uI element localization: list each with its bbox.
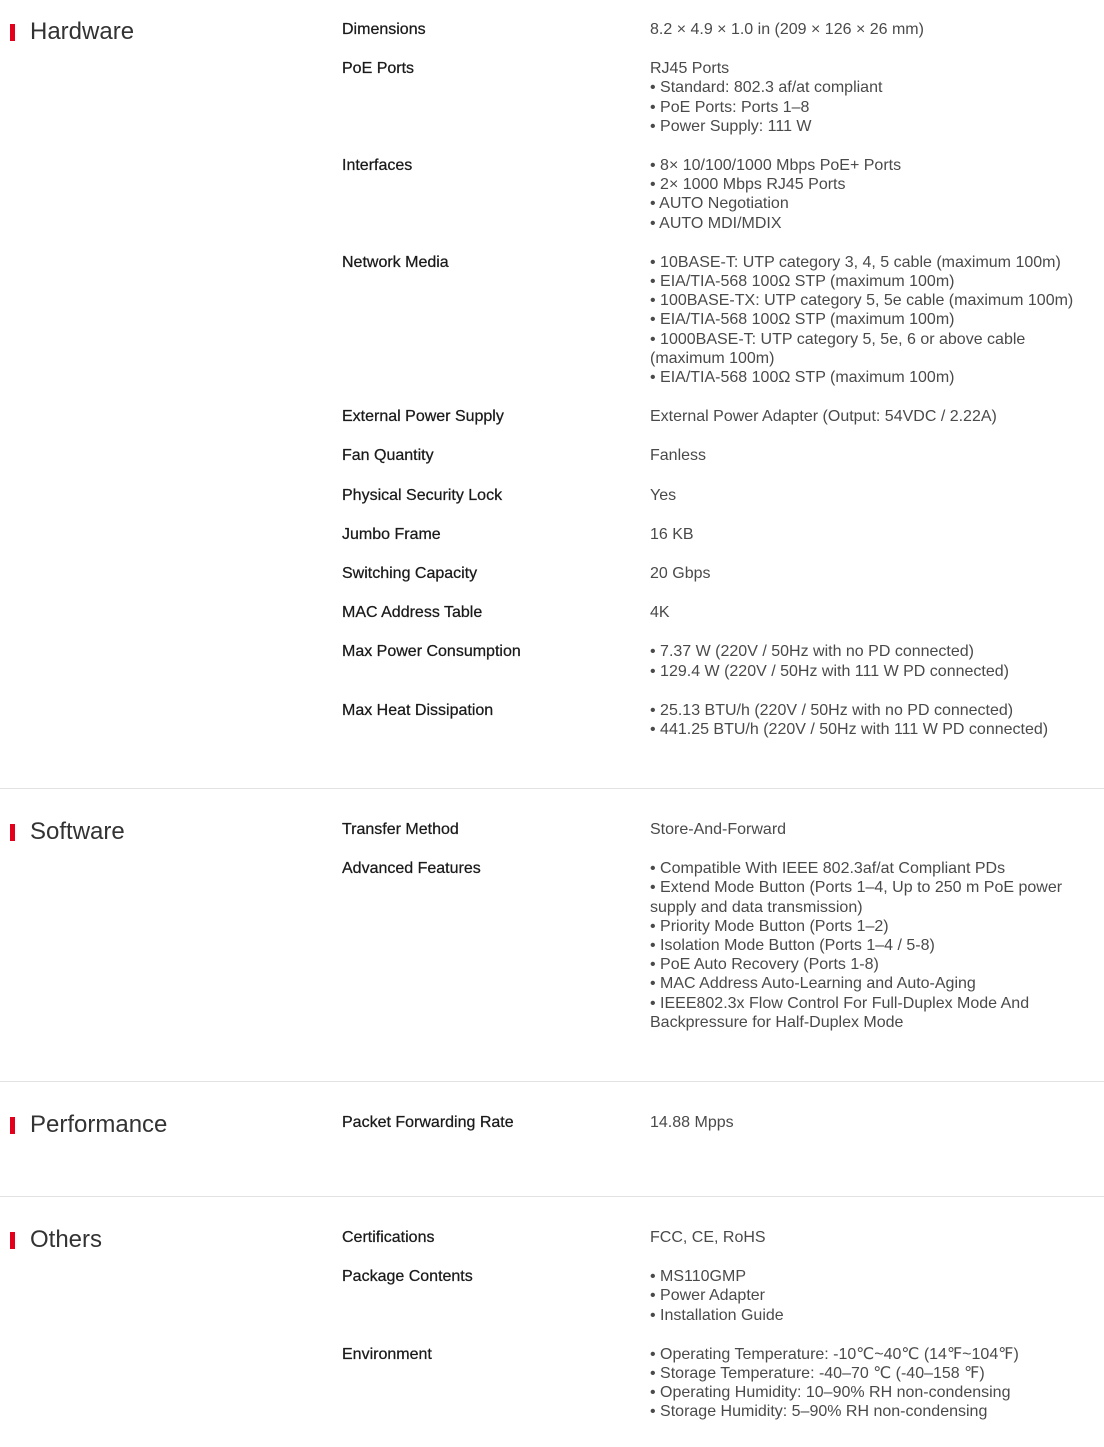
- spec-value-line: • MAC Address Auto-Learning and Auto-Aging: [650, 975, 976, 993]
- spec-label: Advanced Features: [342, 860, 481, 878]
- spec-label: Jumbo Frame: [342, 525, 441, 543]
- section-software: [0, 789, 1104, 1082]
- section-title: [10, 1226, 102, 1254]
- spec-value-line: 16 KB: [650, 525, 694, 543]
- spec-label: MAC Address Table: [342, 604, 483, 622]
- section-title-text: Performance: [30, 1111, 168, 1138]
- spec-value: [650, 253, 1082, 387]
- spec-row: [342, 642, 1082, 680]
- spec-value-line: • AUTO MDI/MDIX: [650, 214, 782, 232]
- spec-value-line: • MS110GMP: [650, 1268, 746, 1286]
- spec-value-line: Store-And-Forward: [650, 821, 787, 838]
- spec-value: [650, 603, 1082, 622]
- spec-value-line: External Power Adapter (Output: 54VDC / 2.22A): [650, 408, 997, 426]
- section-others: [0, 1197, 1104, 1447]
- section-title-text: Software: [30, 818, 125, 845]
- section-accent-bar: [10, 24, 15, 41]
- spec-row: [342, 603, 1082, 622]
- spec-row: [342, 1228, 1082, 1247]
- spec-value-line: • Power Adapter: [650, 1287, 765, 1305]
- spec-row: [342, 820, 1082, 839]
- section-title-text: Others: [30, 1226, 103, 1253]
- spec-value: [650, 701, 1082, 739]
- spec-row: [342, 525, 1082, 544]
- spec-value-line: • Priority Mode Button (Ports 1–2): [650, 917, 889, 935]
- spec-label: Interfaces: [342, 157, 413, 175]
- spec-value-line: • Storage Humidity: 5–90% RH non-condensing: [650, 1403, 988, 1421]
- spec-value-line: • AUTO Negotiation: [650, 195, 789, 213]
- spec-value-line: Yes: [650, 486, 677, 504]
- spec-value-line: • 8× 10/100/1000 Mbps PoE+ Ports: [650, 157, 902, 175]
- section-title: [10, 1111, 167, 1139]
- spec-value-line: • EIA/TIA-568 100Ω STP (maximum 100m): [650, 369, 955, 387]
- spec-label: Package Contents: [342, 1268, 473, 1286]
- spec-value-line: • 100BASE-TX: UTP category 5, 5e cable (maximum 100m): [650, 292, 1074, 310]
- spec-value: [650, 446, 1082, 465]
- spec-label: Transfer Method: [342, 821, 459, 838]
- spec-value-line: 4K: [650, 604, 670, 622]
- spec-row: [342, 59, 1082, 136]
- spec-row: [342, 446, 1082, 465]
- spec-label: Dimensions: [342, 21, 426, 38]
- spec-value-line: FCC, CE, RoHS: [650, 1229, 766, 1246]
- spec-value-line: 14.88 Mpps: [650, 1114, 734, 1131]
- spec-value-line: Fanless: [650, 447, 707, 465]
- spec-value-line: • IEEE802.3x Flow Control For Full-Duplex Mode And Backpressure for Half-Duplex Mode: [650, 994, 1034, 1031]
- section-accent-bar: [10, 1232, 15, 1249]
- spec-value-line: • 25.13 BTU/h (220V / 50Hz with no PD connected): [650, 701, 1014, 719]
- spec-label: PoE Ports: [342, 60, 415, 78]
- spec-value: [650, 59, 1082, 136]
- spec-value-line: 8.2 × 4.9 × 1.0 in (209 × 126 × 26 mm): [650, 21, 924, 38]
- spec-value: [650, 486, 1082, 505]
- section-accent-bar: [10, 1117, 15, 1134]
- spec-row: [342, 20, 1082, 39]
- spec-value: [650, 1113, 1082, 1132]
- spec-label: Certifications: [342, 1229, 435, 1246]
- spec-value-line: • Standard: 802.3 af/at compliant: [650, 79, 883, 97]
- spec-value: [650, 20, 1082, 39]
- spec-value: [650, 525, 1082, 544]
- section-title: [10, 818, 125, 846]
- spec-value: [650, 156, 1082, 233]
- spec-value-line: • 10BASE-T: UTP category 3, 4, 5 cable (maximum 100m): [650, 253, 1061, 271]
- spec-label: Switching Capacity: [342, 565, 478, 583]
- spec-row: [342, 407, 1082, 426]
- spec-value-line: • 1000BASE-T: UTP category 5, 5e, 6 or above cable (maximum 100m): [650, 330, 1030, 367]
- spec-value-line: • Extend Mode Button (Ports 1–4, Up to 250 m PoE power supply and data transmission): [650, 879, 1067, 916]
- spec-row: [342, 486, 1082, 505]
- spec-value-line: • 129.4 W (220V / 50Hz with 111 W PD connected): [650, 662, 1009, 680]
- spec-value-line: RJ45 Ports: [650, 60, 730, 78]
- spec-row: [342, 701, 1082, 739]
- spec-label: Packet Forwarding Rate: [342, 1114, 514, 1131]
- section-title: [10, 18, 134, 46]
- spec-rows: [342, 1113, 1082, 1152]
- section-performance: [0, 1082, 1104, 1197]
- spec-value: [650, 1228, 1082, 1247]
- spec-value-line: • PoE Ports: Ports 1–8: [650, 98, 810, 116]
- spec-row: [342, 156, 1082, 233]
- spec-label: External Power Supply: [342, 408, 504, 426]
- spec-value-line: • Operating Temperature: -10℃~40℃ (14℉~104℉): [650, 1345, 1019, 1363]
- spec-value: [650, 859, 1082, 1032]
- spec-value-line: • EIA/TIA-568 100Ω STP (maximum 100m): [650, 311, 955, 329]
- spec-row: [342, 1345, 1082, 1422]
- spec-rows: [342, 20, 1082, 759]
- spec-value: [650, 1267, 1082, 1325]
- spec-label: Environment: [342, 1345, 432, 1363]
- spec-label: Max Power Consumption: [342, 643, 521, 661]
- spec-row: [342, 564, 1082, 583]
- spec-row: [342, 859, 1082, 1032]
- spec-value: [650, 820, 1082, 839]
- section-title-text: Hardware: [30, 18, 135, 45]
- spec-value-line: • Power Supply: 111 W: [650, 117, 812, 135]
- spec-label: Network Media: [342, 253, 449, 271]
- spec-value: [650, 564, 1082, 583]
- spec-value: [650, 1345, 1082, 1422]
- spec-rows: [342, 1228, 1082, 1442]
- spec-value-line: • 7.37 W (220V / 50Hz with no PD connected): [650, 643, 974, 661]
- spec-value-line: • Installation Guide: [650, 1306, 784, 1324]
- spec-value: [650, 642, 1082, 680]
- spec-row: [342, 1267, 1082, 1325]
- spec-value-line: • Compatible With IEEE 802.3af/at Compliant PDs: [650, 860, 1006, 878]
- spec-value-line: • EIA/TIA-568 100Ω STP (maximum 100m): [650, 273, 955, 291]
- spec-value: [650, 407, 1082, 426]
- section-accent-bar: [10, 824, 15, 841]
- spec-value-line: • Storage Temperature: -40–70 ℃ (-40–158 ℉): [650, 1365, 985, 1383]
- spec-row: [342, 1113, 1082, 1132]
- spec-value-line: 20 Gbps: [650, 565, 711, 583]
- spec-label: Max Heat Dissipation: [342, 701, 494, 719]
- spec-value-line: • 2× 1000 Mbps RJ45 Ports: [650, 176, 846, 194]
- spec-label: Fan Quantity: [342, 447, 434, 465]
- spec-value-line: • PoE Auto Recovery (Ports 1-8): [650, 956, 879, 974]
- spec-rows: [342, 820, 1082, 1052]
- spec-value-line: • Isolation Mode Button (Ports 1–4 / 5-8): [650, 937, 935, 955]
- spec-label: Physical Security Lock: [342, 486, 503, 504]
- spec-value-line: • 441.25 BTU/h (220V / 50Hz with 111 W PD connected): [650, 721, 1049, 739]
- spec-value-line: • Operating Humidity: 10–90% RH non-condensing: [650, 1384, 1011, 1402]
- spec-row: [342, 253, 1082, 387]
